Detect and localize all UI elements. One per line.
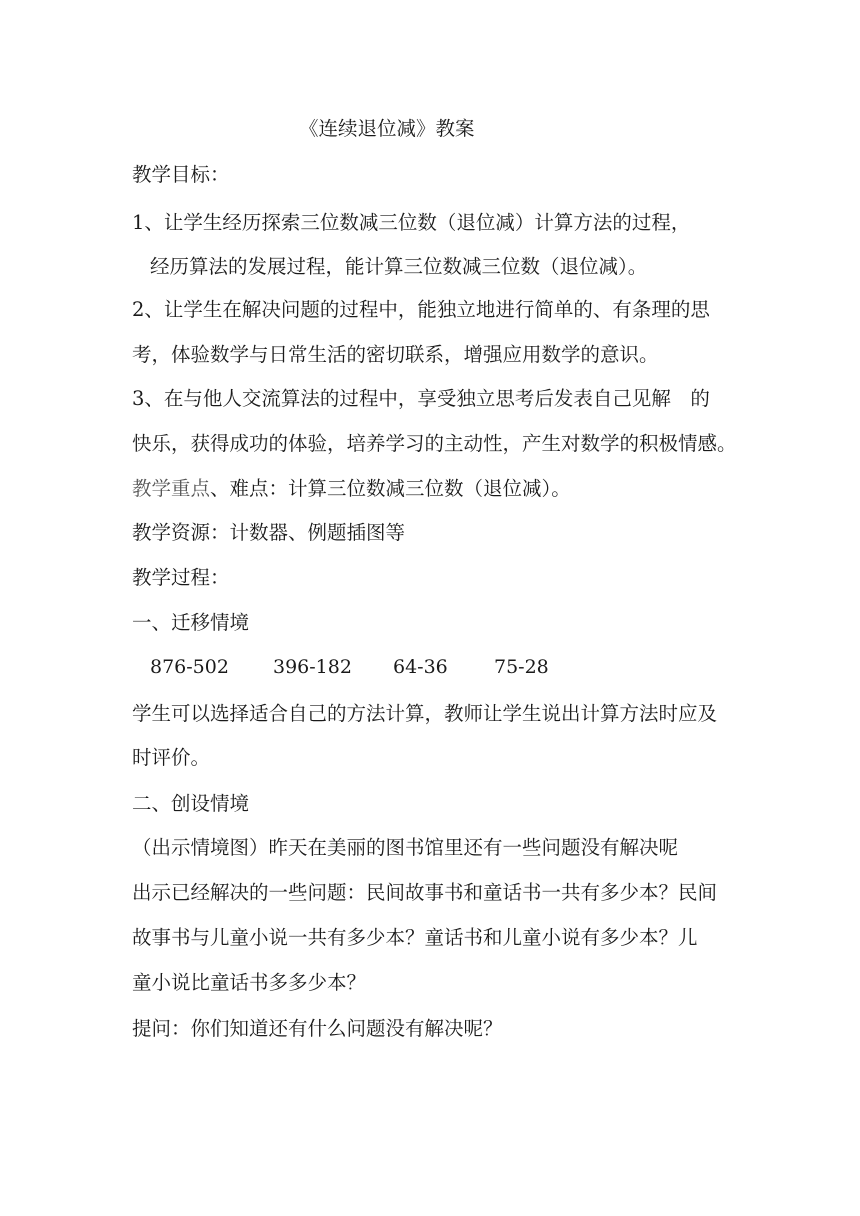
objective-3-line-1: 3、在与他人交流算法的过程中，享受独立思考后发表自己见解 的 xyxy=(132,387,710,410)
objective-1-line-1: 1、让学生经历探索三位数减三位数（退位减）计算方法的过程， xyxy=(132,211,691,234)
key-points-text: 、难点：计算三位数减三位数（退位减）。 xyxy=(210,477,571,500)
process-heading: 教学过程： xyxy=(132,566,230,589)
calculation-3: 64-36 xyxy=(393,656,448,678)
calculation-1: 876-502 xyxy=(150,656,229,678)
key-points-label: 教学重点 xyxy=(132,477,211,500)
objectives-heading: 教学目标： xyxy=(132,163,230,186)
calculation-2: 396-182 xyxy=(273,656,352,678)
document-title: 《连续退位减》教案 xyxy=(299,117,475,140)
section-2-line-4: 童小说比童话书多多少本？ xyxy=(132,971,367,994)
objective-2-line-2: 考，体验数学与日常生活的密切联系，增强应用数学的意识。 xyxy=(132,343,659,366)
section-1-note-line-2: 时评价。 xyxy=(132,746,211,769)
section-2-line-2: 出示已经解决的一些问题：民间故事书和童话书一共有多少本？民间 xyxy=(132,881,718,904)
teaching-resources: 教学资源：计数器、例题插图等 xyxy=(132,521,406,544)
objective-1-line-2: 经历算法的发展过程，能计算三位数减三位数（退位减）。 xyxy=(150,255,648,278)
section-2-line-3: 故事书与儿童小说一共有多少本？童话书和儿童小说有多少本？儿 xyxy=(132,926,698,949)
section-1-note-line-1: 学生可以选择适合自己的方法计算，教师让学生说出计算方法时应及 xyxy=(132,702,718,725)
calculation-4: 75-28 xyxy=(494,656,549,678)
section-2-line-1: （出示情境图）昨天在美丽的图书馆里还有一些问题没有解决呢 xyxy=(132,836,679,859)
key-points-line xyxy=(132,476,571,502)
objective-2-line-1: 2、让学生在解决问题的过程中，能独立地进行简单的、有条理的思 xyxy=(132,298,710,321)
question-line: 提问：你们知道还有什么问题没有解决呢？ xyxy=(132,1017,503,1040)
section-1-heading: 一、迁移情境 xyxy=(132,611,250,634)
section-2-heading: 二、创设情境 xyxy=(132,792,250,815)
objective-3-line-2: 快乐，获得成功的体验，培养学习的主动性，产生对数学的积极情感。 xyxy=(132,432,737,455)
